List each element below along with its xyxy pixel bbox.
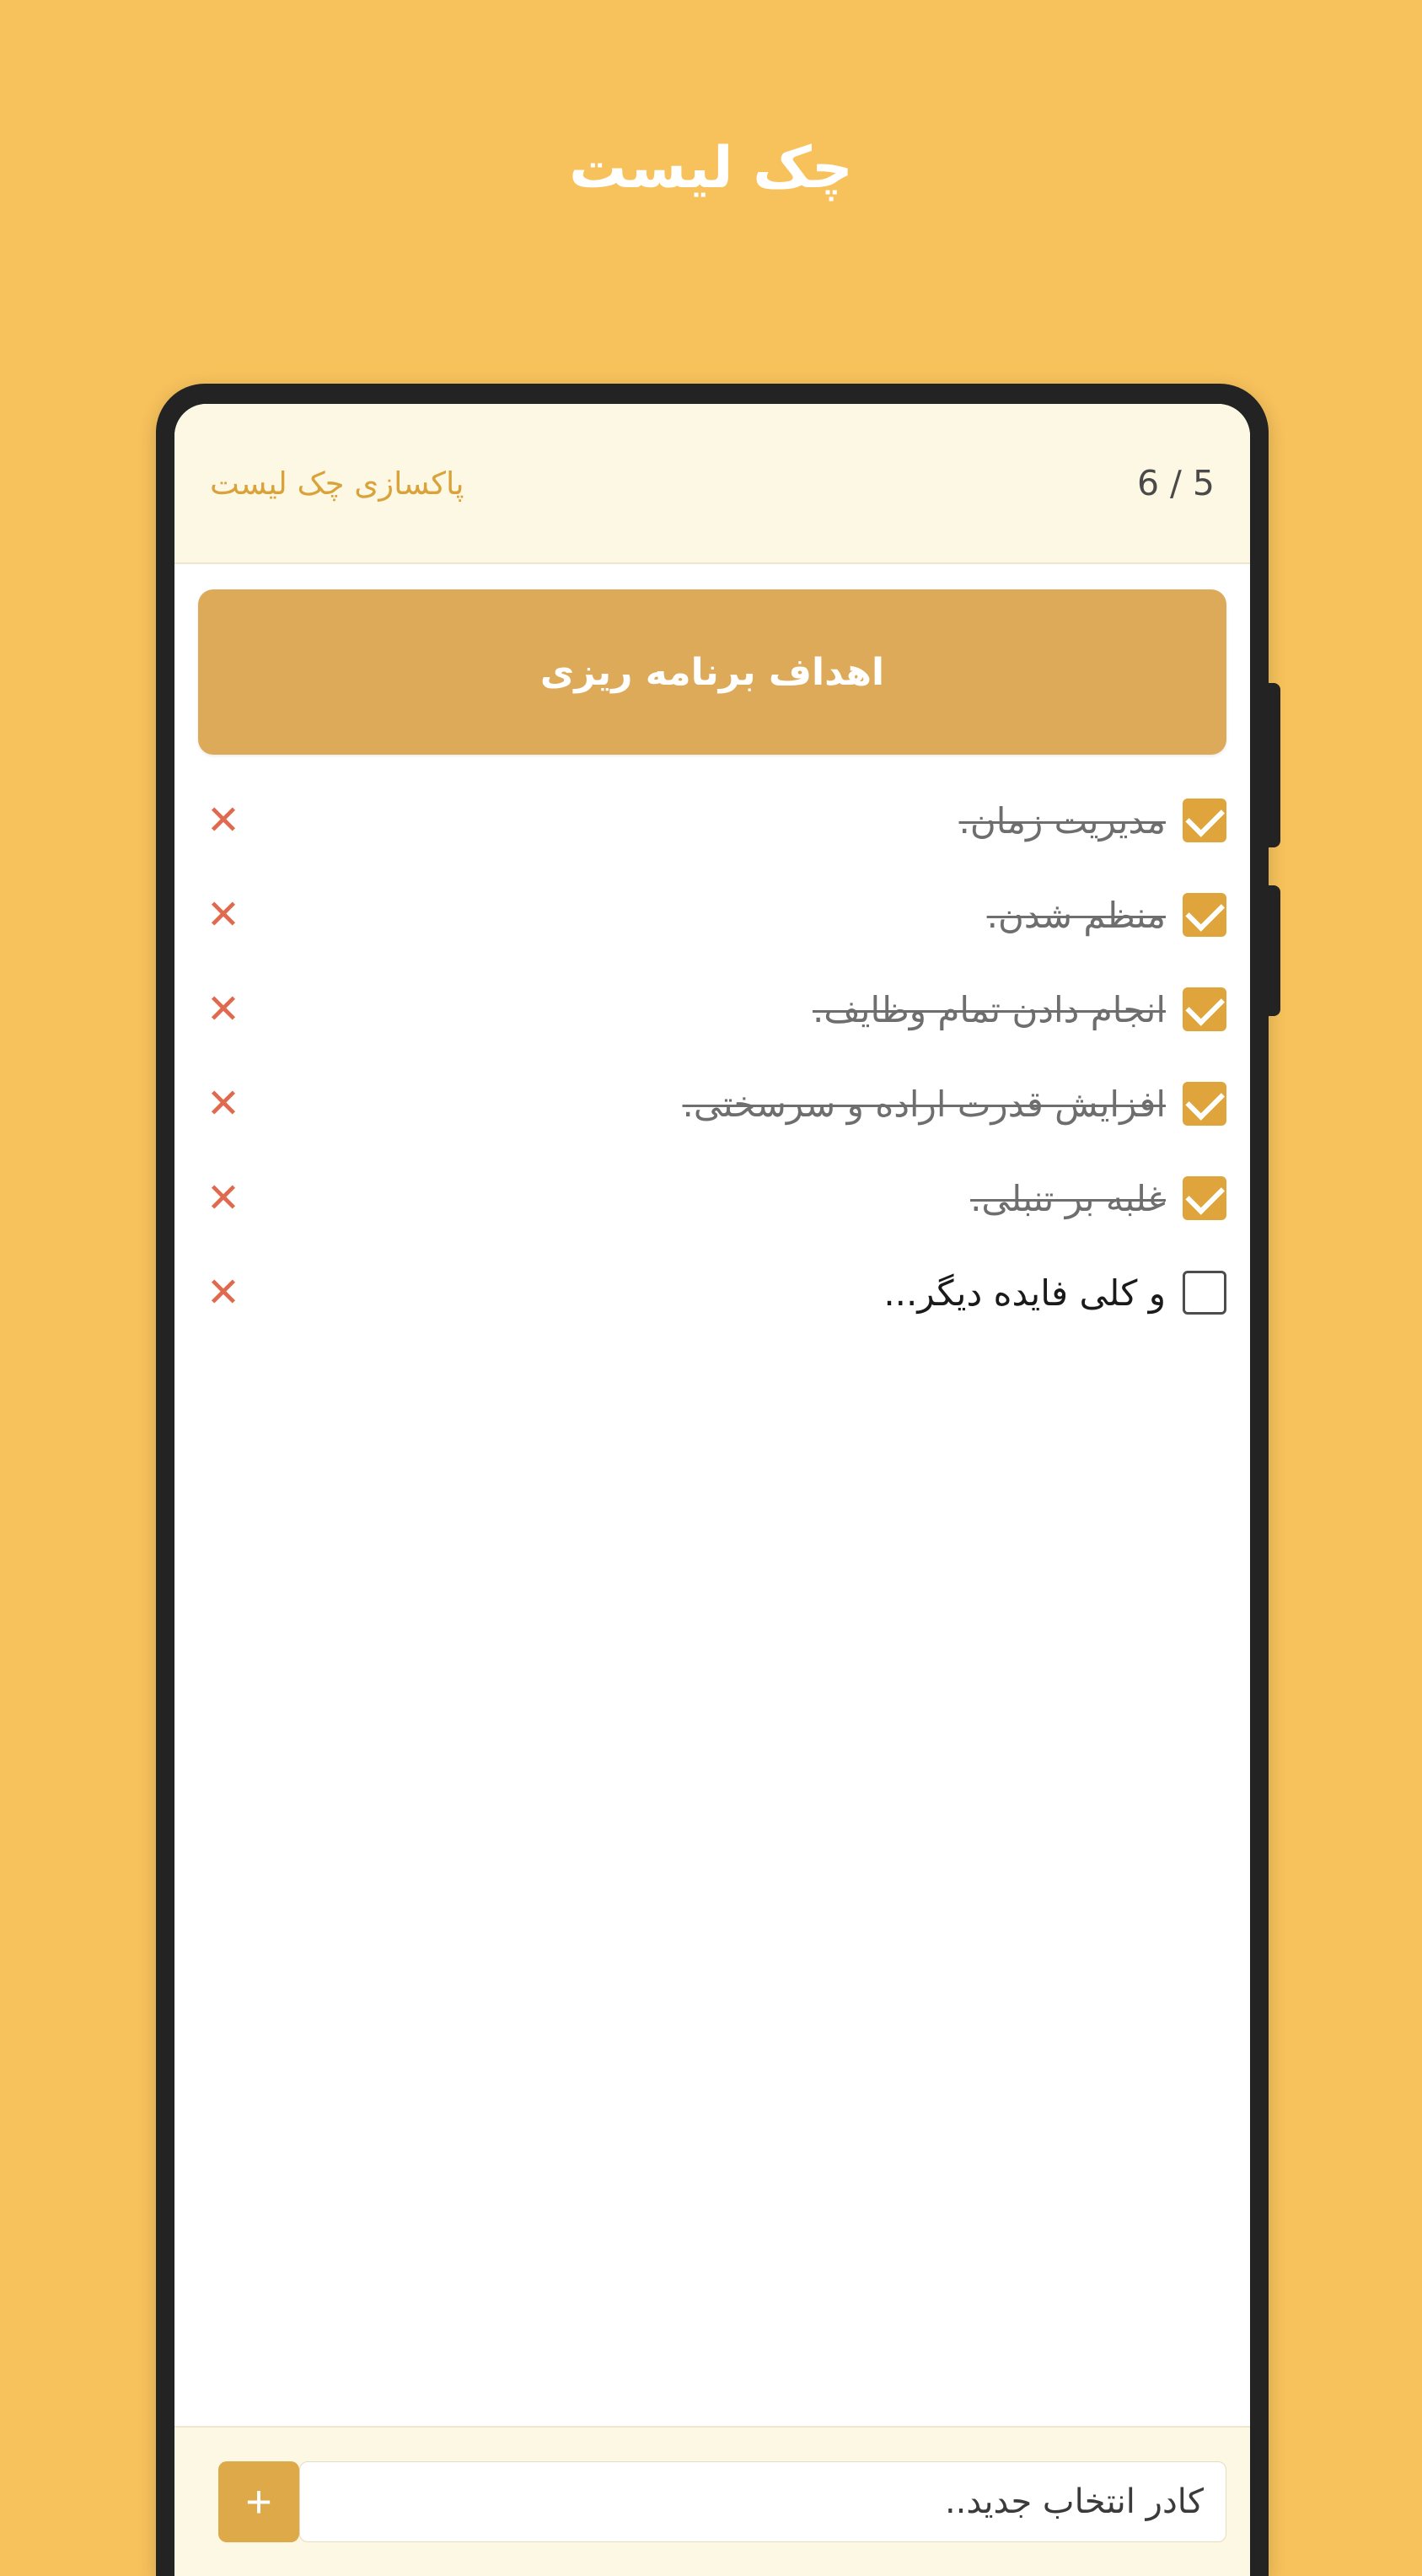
delete-icon[interactable]: ✕	[206, 797, 241, 844]
list-item-label: انجام دادن تمام وظایف.	[812, 988, 1166, 1030]
checkbox-unchecked-icon[interactable]	[1183, 1271, 1226, 1315]
delete-icon[interactable]: ✕	[206, 1175, 241, 1222]
phone-screen	[174, 404, 1250, 2576]
checkbox-checked-icon[interactable]	[1183, 987, 1226, 1031]
device-volume-up-button[interactable]	[1267, 683, 1280, 847]
table-row[interactable]	[174, 1245, 1250, 1340]
table-row[interactable]	[174, 1057, 1250, 1151]
checkbox-checked-icon[interactable]	[1183, 1176, 1226, 1220]
list-item-label: مدیریت زمان.	[958, 799, 1166, 842]
app-bar	[174, 404, 1250, 564]
list-item-label: منظم شدن.	[986, 894, 1166, 936]
list-item-label: و کلی فایده دیگر...	[883, 1272, 1166, 1314]
table-row[interactable]	[174, 1151, 1250, 1245]
checkbox-checked-icon[interactable]	[1183, 799, 1226, 842]
list-item-label: افزایش قدرت اراده و سرسختی.	[682, 1083, 1166, 1125]
new-item-bar	[174, 2426, 1250, 2576]
delete-icon[interactable]: ✕	[206, 1080, 241, 1127]
phone-frame	[156, 384, 1269, 2576]
delete-icon[interactable]: ✕	[206, 1269, 241, 1316]
table-row[interactable]	[174, 962, 1250, 1057]
page-title: چک لیست	[569, 135, 853, 202]
delete-icon[interactable]: ✕	[206, 986, 241, 1033]
checkbox-checked-icon[interactable]	[1183, 893, 1226, 937]
new-item-input[interactable]	[299, 2461, 1226, 2542]
table-row[interactable]	[174, 773, 1250, 868]
table-row[interactable]	[174, 868, 1250, 962]
list-item-label: غلبه بر تنبلی.	[970, 1177, 1166, 1219]
add-item-button[interactable]: +	[218, 2461, 299, 2542]
checkbox-checked-icon[interactable]	[1183, 1082, 1226, 1126]
checklist-area	[174, 564, 1250, 2426]
clear-checklist-action[interactable]: پاکسازی چک لیست	[210, 465, 464, 502]
delete-icon[interactable]: ✕	[206, 891, 241, 938]
checklist-counter: 6 / 5	[1136, 463, 1215, 503]
device-volume-down-button[interactable]	[1267, 885, 1280, 1016]
goals-banner: اهداف برنامه ریزی	[198, 589, 1226, 755]
